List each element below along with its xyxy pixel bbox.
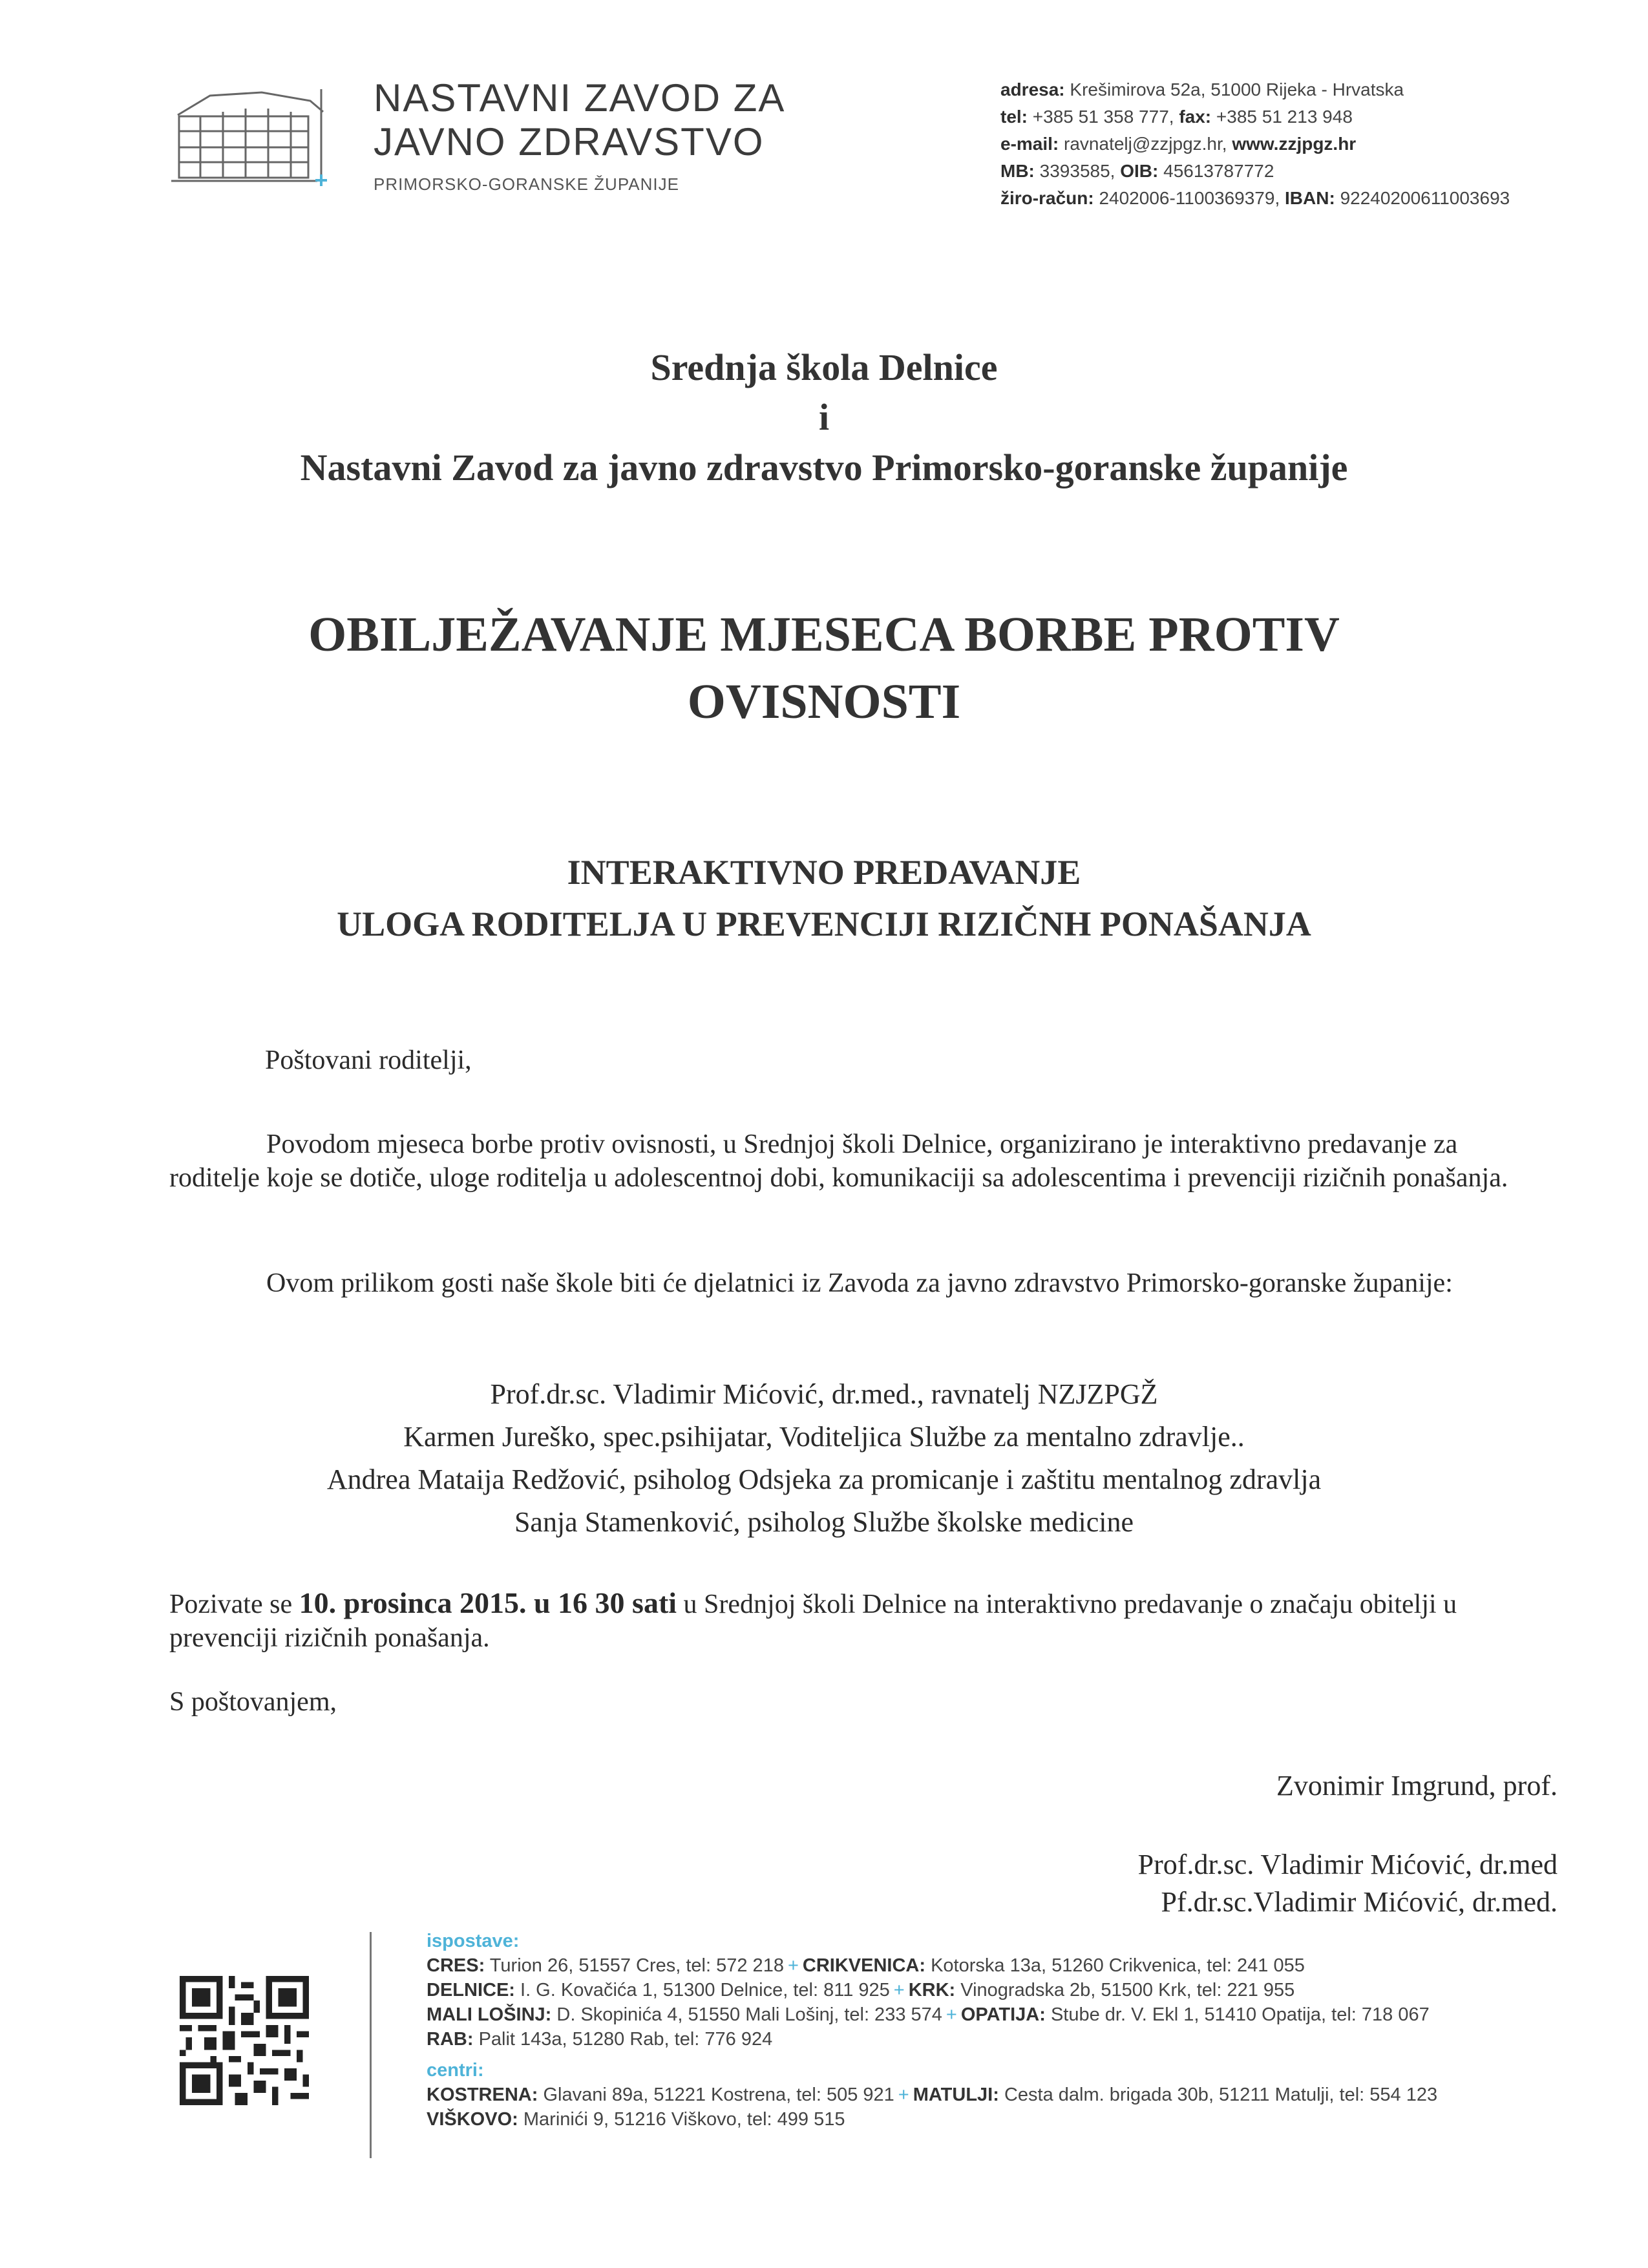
building-logo-icon	[171, 76, 339, 186]
branch-details: Palit 143a, 51280 Rab, tel: 776 924	[478, 2029, 773, 2050]
partner-title: Nastavni Zavod za javno zdravstvo Primorsko-goranske županije	[300, 446, 1348, 488]
branch-name: RAB:	[427, 2029, 474, 2050]
footer-branches	[427, 1929, 1642, 2132]
center-details: Marinići 9, 51216 Viškovo, tel: 499 515	[523, 2109, 845, 2130]
org-name-line2: JAVNO ZDRAVSTVO	[374, 120, 765, 163]
subtitle-line1: INTERAKTIVNO PREDAVANJE	[567, 853, 1081, 892]
branch-name: OPATIJA:	[960, 2004, 1046, 2025]
mb-label: MB:	[1000, 161, 1035, 181]
event-datetime: 10. prosinca 2015. u 16 30 sati	[299, 1586, 677, 1619]
mb-value: 3393585,	[1039, 161, 1115, 181]
plus-icon: +	[945, 2004, 957, 2025]
main-title	[0, 601, 1648, 735]
branch-row	[427, 1953, 1642, 1978]
website-link[interactable]: www.zzjpgz.hr	[1232, 134, 1357, 154]
main-title-line2: OVISNOSTI	[687, 675, 961, 729]
center-details: Cesta dalm. brigada 30b, 51211 Matulji, tel: 554 123	[1004, 2084, 1438, 2105]
branch-name: MALI LOŠINJ:	[427, 2004, 552, 2025]
guest-item: Prof.dr.sc. Vladimir Mićović, dr.med., ravnatelj NZJZPGŽ	[490, 1378, 1158, 1410]
plus-icon: +	[898, 2084, 909, 2105]
branch-row	[427, 2027, 1642, 2052]
address-label: adresa:	[1000, 79, 1065, 100]
main-title-line1: OBILJEŽAVANJE MJESECA BORBE PROTIV	[308, 607, 1340, 662]
email-link[interactable]: ravnatelj@zzjpgz.hr,	[1064, 134, 1227, 154]
iban-value: 92240200611003693	[1340, 188, 1510, 208]
invite-pre: Pozivate se	[169, 1590, 293, 1619]
org-name-line1: NASTAVNI ZAVOD ZA	[374, 76, 786, 120]
fax-value: +385 51 213 948	[1216, 107, 1353, 127]
school-title: Srednja škola Delnice	[650, 346, 998, 388]
contact-address-row	[1000, 76, 1640, 103]
contact-ids-row	[1000, 158, 1640, 185]
signature-director-line2: Pf.dr.sc.Vladimir Mićović, dr.med.	[1161, 1886, 1558, 1918]
subtitle-line2: ULOGA RODITELJA U PREVENCIJI RIZIČNH PONAŠANJA	[337, 905, 1311, 943]
signature-director	[1138, 1846, 1558, 1921]
branch-row	[427, 2002, 1642, 2027]
branch-details: Stube dr. V. Ekl 1, 51410 Opatija, tel: 718 067	[1050, 2004, 1430, 2025]
closing: S poštovanjem,	[169, 1687, 337, 1717]
greeting: Poštovani roditelji,	[265, 1045, 472, 1075]
center-row	[427, 2107, 1642, 2132]
center-details: Glavani 89a, 51221 Kostrena, tel: 505 921	[543, 2084, 894, 2105]
lecture-subtitle	[0, 846, 1648, 950]
branch-details: Vinogradska 2b, 51500 Krk, tel: 221 955	[960, 1980, 1295, 2000]
org-name	[374, 76, 785, 164]
fax-label: fax:	[1179, 107, 1212, 127]
contact-phone-row	[1000, 103, 1640, 131]
guest-item: Karmen Jureško, spec.psihijatar, Voditeljica Službe za mentalno zdravlje..	[403, 1421, 1245, 1453]
centers-label: centri:	[427, 2060, 484, 2081]
contact-block	[1000, 76, 1640, 212]
paragraph-intro: Povodom mjeseca borbe protiv ovisnosti, u Srednjoj školi Delnice, organizirano je interaktivno predavanje za roditelje koje se dotiče, uloge roditelja u adolescentnoj dobi, komunikaciji sa adolescentima i prevenciji rizičnih ponašanja.	[169, 1129, 1508, 1193]
branch-details: Turion 26, 51557 Cres, tel: 572 218	[489, 1955, 784, 1976]
tel-label: tel:	[1000, 107, 1028, 127]
signature-director-line1: Prof.dr.sc. Vladimir Mićović, dr.med	[1137, 1849, 1558, 1880]
qr-code-icon	[180, 1976, 309, 2105]
footer-divider	[370, 1932, 372, 2158]
contact-email-row	[1000, 131, 1640, 158]
email-label: e-mail:	[1000, 134, 1059, 154]
iban-label: IBAN:	[1285, 188, 1335, 208]
branch-details: Kotorska 13a, 51260 Crikvenica, tel: 241 055	[931, 1955, 1305, 1976]
account-value: 2402006-1100369379,	[1099, 188, 1280, 208]
invitation-paragraph	[169, 1586, 1527, 1655]
branches-label: ispostave:	[427, 1931, 520, 1951]
oib-value: 45613787772	[1163, 161, 1274, 181]
heading-conjunction: i	[818, 396, 830, 438]
guest-list	[0, 1373, 1648, 1544]
tel-value: +385 51 358 777,	[1032, 107, 1174, 127]
org-subtitle: PRIMORSKO-GORANSKE ŽUPANIJE	[374, 174, 679, 194]
guest-item: Andrea Mataija Redžović, psiholog Odsjeka za promicanje i zaštitu mentalnog zdravlja	[326, 1464, 1322, 1495]
branch-name: KRK:	[908, 1980, 956, 2000]
signature-principal: Zvonimir Imgrund, prof.	[1276, 1770, 1558, 1801]
branch-row	[427, 1978, 1642, 2002]
branch-details: I. G. Kovačića 1, 51300 Delnice, tel: 811 925	[520, 1980, 890, 2000]
paragraph-guests-intro: Ovom prilikom gosti naše škole biti će djelatnici iz Zavoda za javno zdravstvo Primorsko-goranske županije:	[266, 1268, 1453, 1298]
branch-name: CRIKVENICA:	[802, 1955, 926, 1976]
account-label: žiro-račun:	[1000, 188, 1094, 208]
center-name: MATULJI:	[913, 2084, 999, 2105]
guest-item: Sanja Stamenković, psiholog Službe školske medicine	[514, 1506, 1134, 1538]
address-value: Krešimirova 52a, 51000 Rijeka - Hrvatska	[1070, 79, 1404, 100]
branch-name: CRES:	[427, 1955, 485, 1976]
center-name: VIŠKOVO:	[427, 2109, 518, 2130]
plus-icon: +	[893, 1980, 905, 2000]
oib-label: OIB:	[1120, 161, 1159, 181]
branch-details: D. Skopinića 4, 51550 Mali Lošinj, tel: 233 574	[556, 2004, 942, 2025]
center-name: KOSTRENA:	[427, 2084, 538, 2105]
plus-icon: +	[787, 1955, 799, 1976]
contact-bank-row	[1000, 185, 1640, 212]
center-row	[427, 2083, 1642, 2107]
branch-name: DELNICE:	[427, 1980, 515, 2000]
invite-post: u Srednjoj školi Delnice na interaktivno predavanje o značaju obitelji u prevenciji rizičnih ponašanja.	[169, 1590, 1457, 1653]
